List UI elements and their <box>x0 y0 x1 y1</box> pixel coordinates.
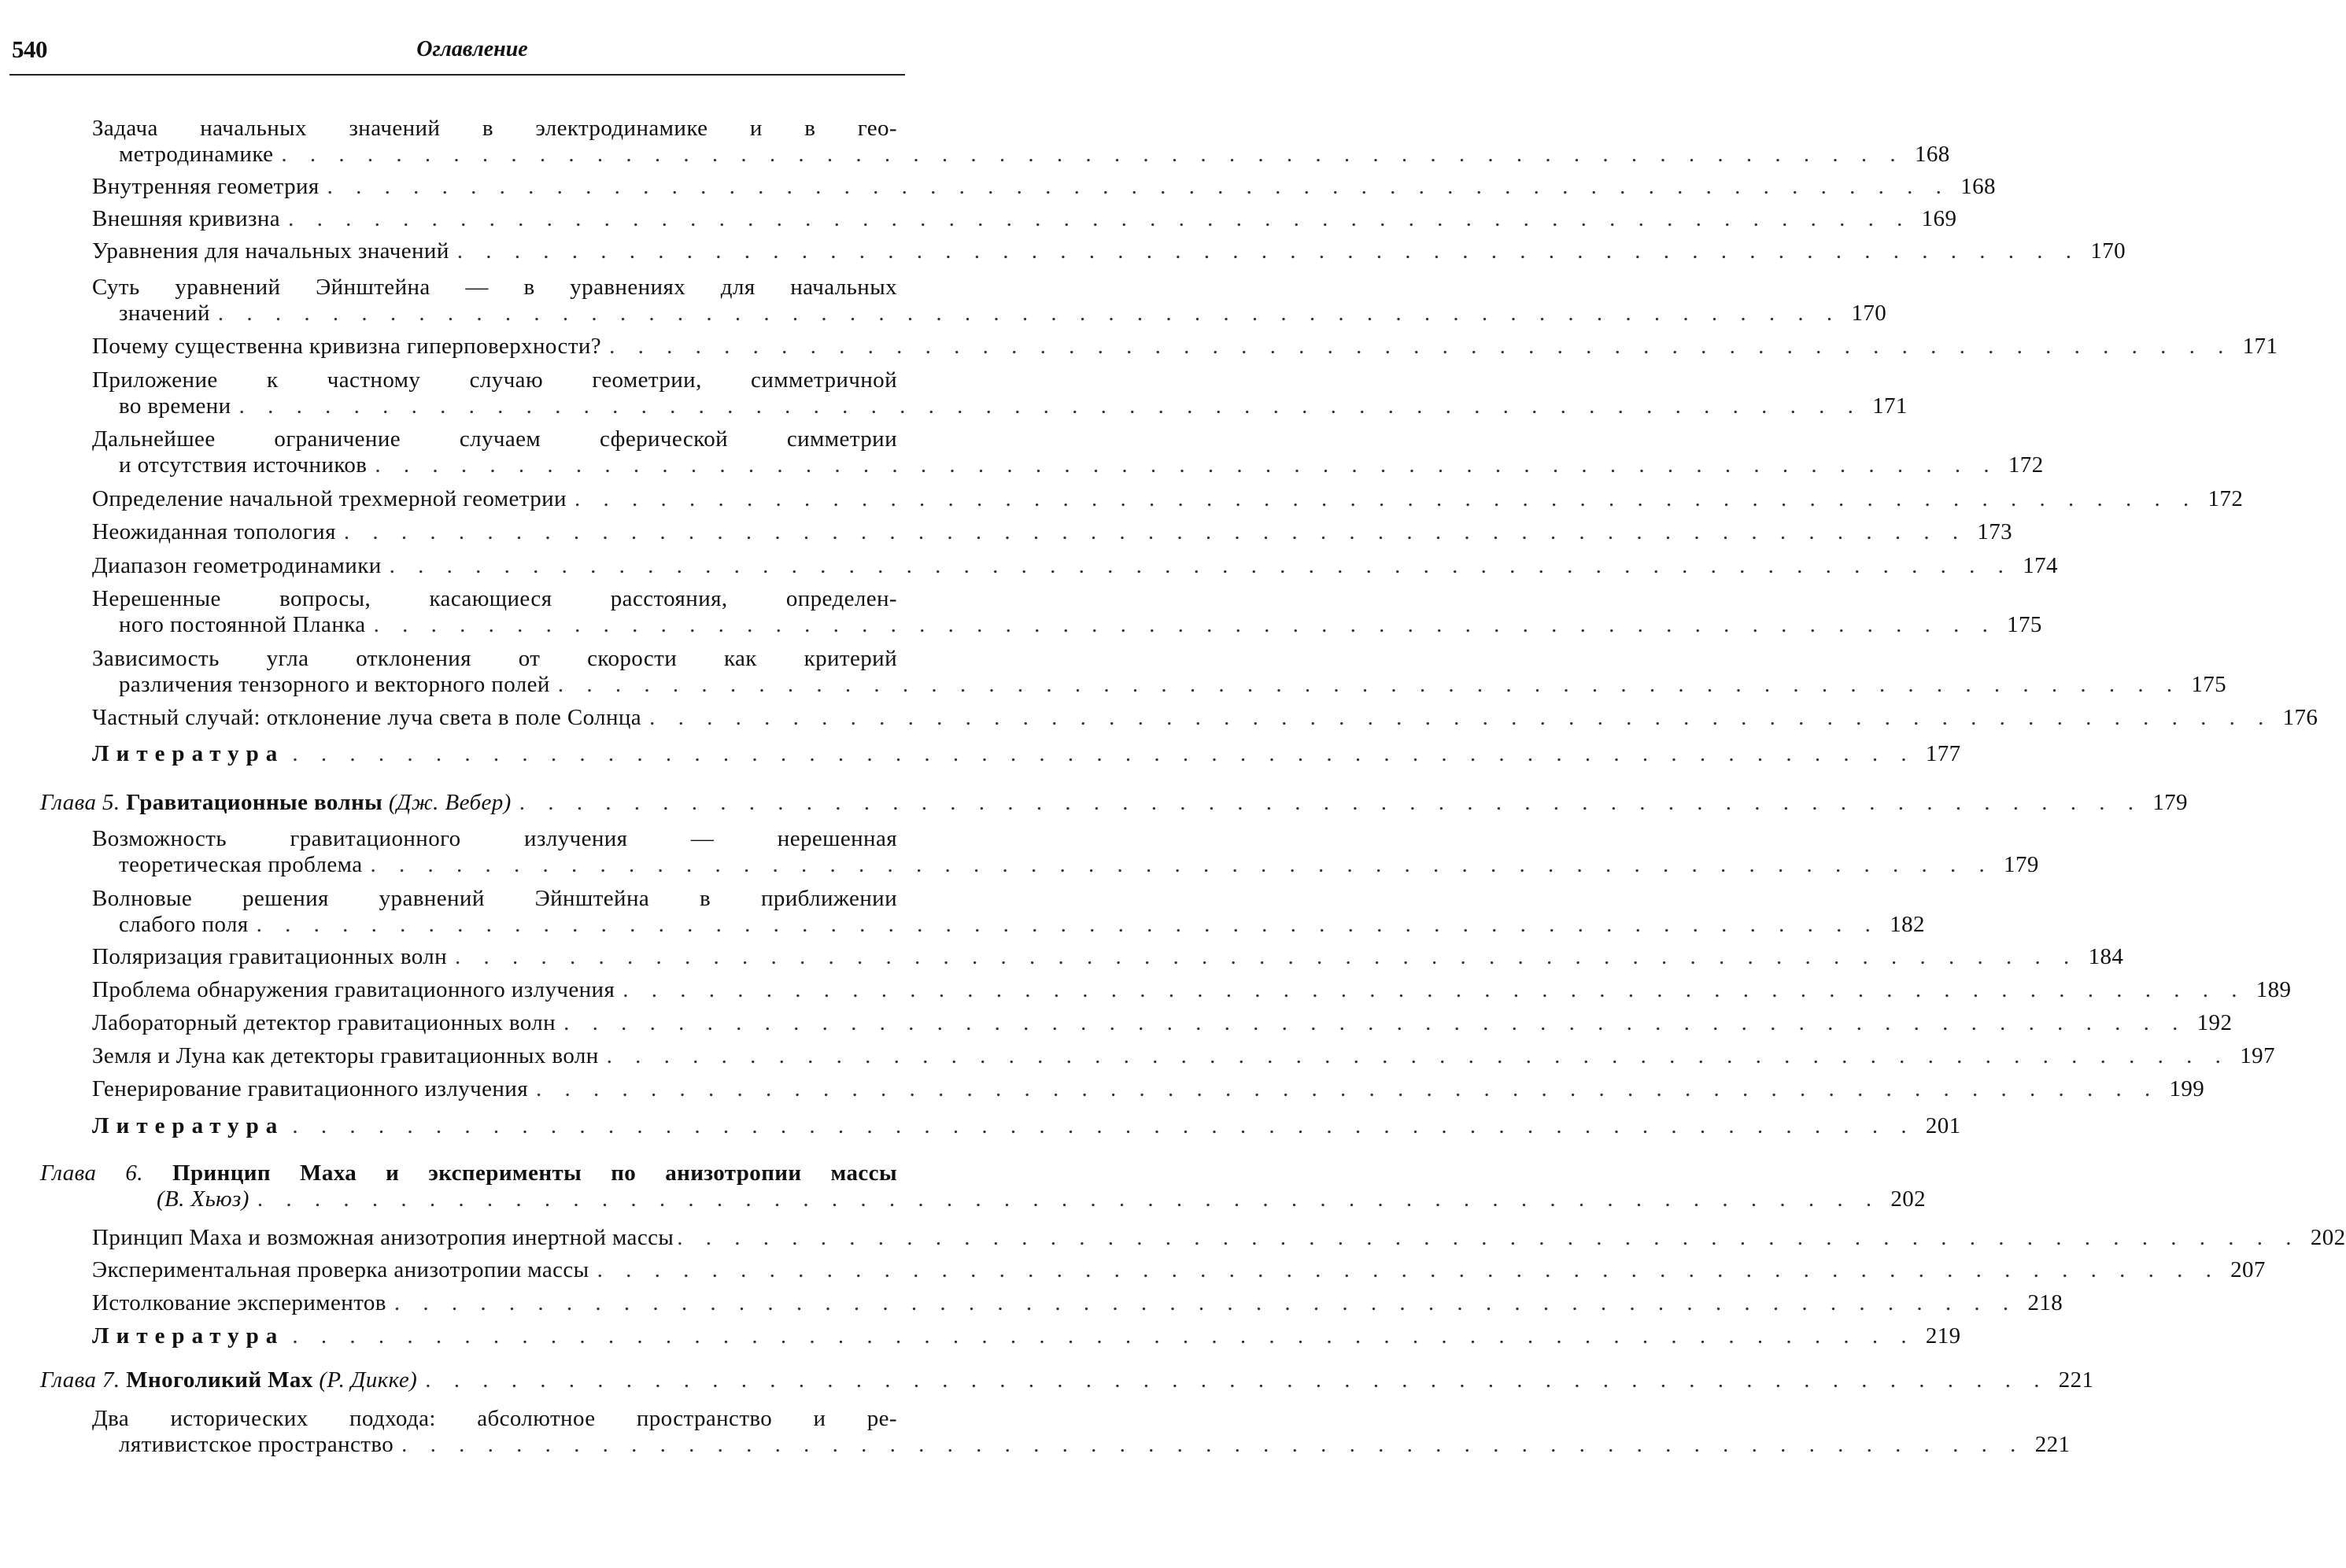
page-ref: 174 <box>2023 553 2058 578</box>
toc-entry <box>92 334 2278 360</box>
leader-dots: . . . . . . . . . . . . . . . . . . . . . . . . . . . . . . . . . . . . . . . . . . . . . . . . . . . . . . . . . <box>606 1043 2230 1068</box>
entry-title: Возможность гравитационного излучения — нерешенная <box>92 826 897 851</box>
leader-dots: . . . . . . . . . . . . . . . . . . . . . . . . . . . . . . . . . . . . . . . . . . . . . . . . . . . . . . . . . <box>649 705 2273 730</box>
leader-dots: . . . . . . . . . . . . . . . . . . . . . . . . . . . . . . . . . . . . . . . . . . . . . . . . . . . . . . . . . <box>389 553 2012 578</box>
toc-entry <box>92 116 1950 168</box>
leader-dots: . . . . . . . . . . . . . . . . . . . . . . . . . . . . . . . . . . . . . . . . . . . . . . . . . . . . . . . . . <box>288 206 1912 231</box>
entry-title: Генерирование гравитационного излучения <box>92 1076 528 1101</box>
toc-entry <box>92 977 2292 1003</box>
toc-entry <box>92 1010 2233 1036</box>
entry-title: Литература <box>92 741 285 766</box>
toc-entry <box>92 826 2039 878</box>
entry-title: Нерешенные вопросы, касающиеся расстояния, определен- <box>92 586 897 611</box>
toc-entry-literature <box>92 1323 1961 1349</box>
leader-dots: . . . . . . . . . . . . . . . . . . . . . . . . . . . . . . . . . . . . . . . . . . . . . . . . . . . . . . . . . <box>597 1257 2220 1282</box>
page-ref: 201 <box>1925 1113 1961 1138</box>
leader-dots: . . . . . . . . . . . . . . . . . . . . . . . . . . . . . . . . . . . . . . . . . . . . . . . . . . . . . . . . . <box>455 944 2078 969</box>
toc-entry <box>92 944 2124 970</box>
toc-entry <box>92 1225 2346 1251</box>
page-ref: 177 <box>1925 741 1961 766</box>
page-number: 540 <box>12 35 47 63</box>
page-ref: 221 <box>2034 1432 2071 1457</box>
page-ref: 172 <box>2008 452 2044 478</box>
chapter-title: Гравитационные волны <box>126 790 383 815</box>
chapter-author: (Р. Дикке) <box>319 1367 418 1393</box>
leader-dots: . . . . . . . . . . . . . . . . . . . . . . . . . . . . . . . . . . . . . . . . . . . . . . . . . . . . . . . . . <box>623 977 2246 1002</box>
entry-title: Частный случай: отклонение луча света в поле Солнца <box>92 705 642 730</box>
entry-title: Определение начальной трехмерной геометрии <box>92 486 567 511</box>
leader-dots: . . . . . . . . . . . . . . . . . . . . . . . . . . . . . . . . . . . . . . . . . . . . . . . . . . . . . . . . . <box>519 790 2142 815</box>
toc-entry-literature <box>92 741 1961 767</box>
entry-title-cont: во времени <box>119 393 231 419</box>
entry-title: Зависимость угла отклонения от скорости как критерий <box>92 646 897 671</box>
toc-entry <box>92 275 1887 327</box>
chapter-heading <box>40 1160 1927 1212</box>
page-ref: 170 <box>1851 301 1887 326</box>
toc-entry <box>92 886 1925 938</box>
chapter-heading <box>40 790 2188 816</box>
entry-title: Внутренняя геометрия <box>92 174 320 199</box>
leader-dots: . . . . . . . . . . . . . . . . . . . . . . . . . . . . . . . . . . . . . . . . . . . . . . . . . . . . . . . . . <box>292 1113 1916 1138</box>
page-ref: 168 <box>1960 174 1996 199</box>
leader-dots: . . . . . . . . . . . . . . . . . . . . . . . . . . . . . . . . . . . . . . . . . . . . . . . . . . . . . . . . . <box>292 1323 1916 1348</box>
toc-entry <box>92 586 2042 638</box>
entry-title: Задача начальных значений в электродинамике и в гео- <box>92 116 897 141</box>
leader-dots: . . . . . . . . . . . . . . . . . . . . . . . . . . . . . . . . . . . . . . . . . . . . . . . . . . . . . . . . . <box>425 1367 2049 1393</box>
toc-entry <box>92 1290 2063 1316</box>
page-ref: 171 <box>1872 393 1908 419</box>
toc-entry <box>92 238 2126 264</box>
leader-dots: . . . . . . . . . . . . . . . . . . . . . . . . . . . . . . . . . . . . . . . . . . . . . . . . . . . . . . . . . <box>401 1432 2025 1457</box>
chapter-heading <box>40 1367 2094 1393</box>
leader-dots: . . . . . . . . . . . . . . . . . . . . . . . . . . . . . . . . . . . . . . . . . . . . . . . . . . . . . . . . . <box>238 393 1862 419</box>
entry-title: Лабораторный детектор гравитационных волн <box>92 1010 556 1035</box>
toc-entry <box>92 426 2044 478</box>
entry-title: Проблема обнаружения гравитационного излучения <box>92 977 615 1002</box>
toc-entry <box>92 174 1996 200</box>
running-title: Оглавление <box>416 37 528 61</box>
toc-entry <box>92 1406 2071 1458</box>
chapter-author: (В. Хьюз) <box>157 1186 249 1212</box>
page-ref: 168 <box>1914 142 1950 167</box>
entry-title: Литература <box>92 1323 285 1348</box>
chapter-label: Глава 7. <box>40 1367 120 1393</box>
page-ref: 192 <box>2196 1010 2233 1035</box>
toc-entry <box>92 705 2318 731</box>
entry-title-cont: значений <box>119 301 210 326</box>
leader-dots: . . . . . . . . . . . . . . . . . . . . . . . . . . . . . . . . . . . . . . . . . . . . . . . . . . . . . . . . . <box>557 672 2182 697</box>
chapter-title: Многоликий Мах <box>126 1367 313 1393</box>
chapter-label: Глава 5. <box>40 790 120 815</box>
leader-dots: . . . . . . . . . . . . . . . . . . . . . . . . . . . . . . . . . . . . . . . . . . . . . . . . . . . . . . . . . <box>393 1290 2018 1315</box>
entry-title: Уравнения для начальных значений <box>92 238 449 264</box>
entry-title-cont: различения тензорного и векторного полей <box>119 672 550 697</box>
chapter-author: (Дж. Вебер) <box>388 790 512 815</box>
page-ref: 182 <box>1890 912 1925 937</box>
leader-dots: . . . . . . . . . . . . . . . . . . . . . . . . . . . . . . . . . . . . . . . . . . . . . . . . . . . . . . . . . <box>456 238 2081 264</box>
chapter-label: Глава 6. <box>40 1160 143 1186</box>
page-ref: 199 <box>2169 1076 2205 1101</box>
entry-title: Почему существенна кривизна гиперповерхности? <box>92 334 602 359</box>
entry-title: Принцип Маха и возможная анизотропия инертной массы <box>92 1225 674 1250</box>
leader-dots: . . . . . . . . . . . . . . . . . . . . . . . . . . . . . . . . . . . . . . . . . . . . . . . . . . . . . . . . . <box>535 1076 2159 1101</box>
entry-title: Волновые решения уравнений Эйнштейна в приближении <box>92 886 897 911</box>
page-ref: 179 <box>2152 790 2188 815</box>
page-ref: 219 <box>1925 1323 1961 1348</box>
toc-entry-literature <box>92 1113 1961 1139</box>
entry-title: Диапазон геометродинамики <box>92 553 382 578</box>
leader-dots: . . . . . . . . . . . . . . . . . . . . . . . . . . . . . . . . . . . . . . . . . . . . . . . . . . . . . . . . . <box>563 1010 2187 1035</box>
toc-entry <box>92 486 2244 512</box>
page-ref: 221 <box>2058 1367 2094 1393</box>
leader-dots: . . . . . . . . . . . . . . . . . . . . . . . . . . . . . . . . . . . . . . . . . . . . . . . . . . . . . . . . . <box>292 741 1916 766</box>
page-ref: 207 <box>2230 1257 2266 1282</box>
toc-entry <box>92 553 2058 579</box>
toc-entry <box>92 1043 2275 1069</box>
entry-title: Истолкование экспериментов <box>92 1290 386 1315</box>
toc-entry <box>92 206 1957 232</box>
entry-title: Экспериментальная проверка анизотропии массы <box>92 1257 589 1282</box>
leader-dots: . . . . . . . . . . . . . . . . . . . . . . . . . . . . . . . . . . . . . . . . . . . . . . . . . . . . . . . . . <box>609 334 2233 359</box>
entry-title: Суть уравнений Эйнштейна — в уравнениях для начальных <box>92 275 897 300</box>
leader-dots: . . . . . . . . . . . . . . . . . . . . . . . . . . . . . . . . . . . . . . . . . . . . . . . . . . . . . . . . . <box>256 912 1879 937</box>
leader-dots: . . . . . . . . . . . . . . . . . . . . . . . . . . . . . . . . . . . . . . . . . . . . . . . . . . . . . . . . . <box>281 142 1905 167</box>
entry-title: Земля и Луна как детекторы гравитационных волн <box>92 1043 599 1068</box>
page-ref: 172 <box>2207 486 2244 511</box>
entry-title-cont: теоретическая проблема <box>119 852 363 877</box>
entry-title-cont: слабого поля <box>119 912 249 937</box>
leader-dots: . . . . . . . . . . . . . . . . . . . . . . . . . . . . . . . . . . . . . . . . . . . . . . . . . . . . . . . . . <box>343 519 1967 544</box>
page-ref: 170 <box>2090 238 2126 264</box>
page-ref: 197 <box>2240 1043 2275 1068</box>
entry-title-cont: метродинамике <box>119 142 274 167</box>
page-ref: 175 <box>2191 672 2227 697</box>
page-ref: 173 <box>1977 519 2013 544</box>
leader-dots: . . . . . . . . . . . . . . . . . . . . . . . . . . . . . . . . . . . . . . . . . . . . . . . . . . . . . . . . . <box>677 1225 2300 1250</box>
entry-title-cont: ного постоянной Планка <box>119 612 366 637</box>
entry-title: Внешняя кривизна <box>92 206 281 231</box>
page-ref: 202 <box>1890 1186 1927 1212</box>
entry-title: Поляризация гравитационных волн <box>92 944 448 969</box>
entry-title: Два исторических подхода: абсолютное пространство и ре- <box>92 1406 897 1431</box>
entry-title-cont: лятивистское пространство <box>119 1432 394 1457</box>
leader-dots: . . . . . . . . . . . . . . . . . . . . . . . . . . . . . . . . . . . . . . . . . . . . . . . . . . . . . . . . . <box>217 301 1842 326</box>
entry-title-cont: и отсутствия источников <box>119 452 368 478</box>
toc-entry <box>92 519 2013 545</box>
page-ref: 184 <box>2088 944 2124 969</box>
entry-title: Приложение к частному случаю геометрии, симметричной <box>92 367 897 393</box>
chapter-title: Принцип Маха и эксперименты по анизотропии массы <box>172 1160 897 1186</box>
leader-dots: . . . . . . . . . . . . . . . . . . . . . . . . . . . . . . . . . . . . . . . . . . . . . . . . . . . . . . . . . <box>257 1186 1881 1212</box>
page-ref: 179 <box>2004 852 2039 877</box>
entry-title: Литература <box>92 1113 285 1138</box>
page-ref: 202 <box>2310 1225 2346 1250</box>
page-ref: 175 <box>2007 612 2042 637</box>
leader-dots: . . . . . . . . . . . . . . . . . . . . . . . . . . . . . . . . . . . . . . . . . . . . . . . . . . . . . . . . . <box>574 486 2198 511</box>
leader-dots: . . . . . . . . . . . . . . . . . . . . . . . . . . . . . . . . . . . . . . . . . . . . . . . . . . . . . . . . . <box>327 174 1950 199</box>
leader-dots: . . . . . . . . . . . . . . . . . . . . . . . . . . . . . . . . . . . . . . . . . . . . . . . . . . . . . . . . . <box>373 612 1997 637</box>
toc-entry <box>92 1076 2205 1102</box>
entry-title: Дальнейшее ограничение случаем сферической симметрии <box>92 426 897 452</box>
toc-entry <box>92 646 2227 698</box>
leader-dots: . . . . . . . . . . . . . . . . . . . . . . . . . . . . . . . . . . . . . . . . . . . . . . . . . . . . . . . . . <box>370 852 1993 877</box>
toc-entry <box>92 1257 2266 1283</box>
page-ref: 189 <box>2255 977 2292 1002</box>
toc-entry <box>92 367 1908 419</box>
page-ref: 176 <box>2282 705 2318 730</box>
header-rule <box>9 74 905 76</box>
page-ref: 169 <box>1921 206 1957 231</box>
entry-title: Неожиданная топология <box>92 519 336 544</box>
page-ref: 218 <box>2027 1290 2063 1315</box>
page-ref: 171 <box>2242 334 2278 359</box>
leader-dots: . . . . . . . . . . . . . . . . . . . . . . . . . . . . . . . . . . . . . . . . . . . . . . . . . . . . . . . . . <box>375 452 1998 478</box>
